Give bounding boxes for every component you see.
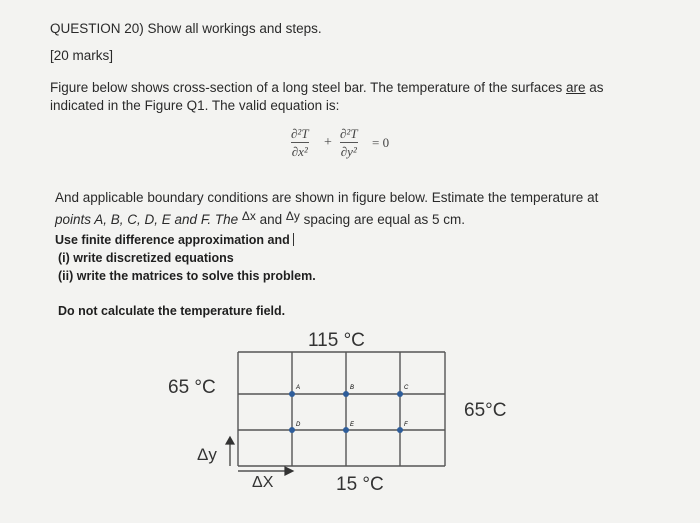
node-labels bbox=[295, 385, 409, 428]
task-ii: (ii) write the matrices to solve this problem. bbox=[58, 269, 316, 283]
equation-num-2: ∂²T bbox=[340, 126, 358, 141]
dx-arrow bbox=[238, 467, 293, 475]
bc-line-2-and: and bbox=[255, 212, 286, 227]
equation-num-1: ∂²T bbox=[291, 126, 309, 141]
bc-line-2-points: points A, B, C, D, E and F. The bbox=[55, 212, 242, 227]
intro-line-2: indicated in the Figure Q1. The valid equation is: bbox=[50, 98, 340, 113]
grid-lines bbox=[238, 352, 445, 466]
intro-line-1-text-post: as bbox=[585, 80, 604, 95]
task-i: (i) write discretized equations bbox=[58, 251, 234, 265]
note-no-calculation: Do not calculate the temperature field. bbox=[58, 304, 286, 318]
question-title: QUESTION 20) Show all workings and steps. bbox=[50, 21, 322, 36]
label-a: A bbox=[296, 385, 301, 391]
label-c: C bbox=[404, 385, 409, 391]
bc-dx-symbol: Δx bbox=[241, 209, 256, 223]
node-d bbox=[289, 427, 295, 433]
bottom-boundary-temp: 15 °C bbox=[336, 474, 384, 495]
top-boundary-temp: 115 °C bbox=[308, 330, 365, 351]
dy-label: Δy bbox=[197, 445, 217, 464]
node-b bbox=[343, 391, 349, 397]
bc-line-2-spacing: spacing are equal as 5 cm. bbox=[299, 212, 465, 227]
equation-plus: + bbox=[324, 135, 332, 150]
label-e: E bbox=[350, 422, 355, 428]
marks-label: [20 marks] bbox=[50, 48, 114, 63]
equation-equals: = 0 bbox=[372, 135, 390, 150]
label-d: D bbox=[296, 422, 301, 428]
bc-dy-symbol: Δy bbox=[285, 209, 300, 223]
label-b: B bbox=[350, 385, 355, 391]
intro-line-1-underlined-word: are bbox=[566, 80, 586, 95]
dy-arrow-head bbox=[226, 437, 234, 444]
dx-arrow-head bbox=[285, 467, 293, 475]
node-c bbox=[397, 391, 403, 397]
dx-label: ΔX bbox=[252, 474, 274, 491]
node-a bbox=[289, 391, 295, 397]
task-main-text: Use finite difference approximation and bbox=[55, 233, 290, 247]
dy-arrow bbox=[226, 437, 234, 466]
intro-line-1-text-pre: Figure below shows cross-section of a long steel bar. The temperature of the surfaces bbox=[50, 80, 567, 95]
equation-den-1: ∂x² bbox=[291, 144, 308, 159]
equation-den-2: ∂y² bbox=[340, 144, 357, 159]
right-boundary-temp: 65°C bbox=[464, 400, 507, 421]
label-f: F bbox=[404, 422, 408, 428]
node-e bbox=[343, 427, 349, 433]
node-f bbox=[397, 427, 403, 433]
bc-line-1: And applicable boundary conditions are shown in figure below. Estimate the temperature at bbox=[55, 190, 599, 205]
left-boundary-temp: 65 °C bbox=[168, 377, 216, 398]
